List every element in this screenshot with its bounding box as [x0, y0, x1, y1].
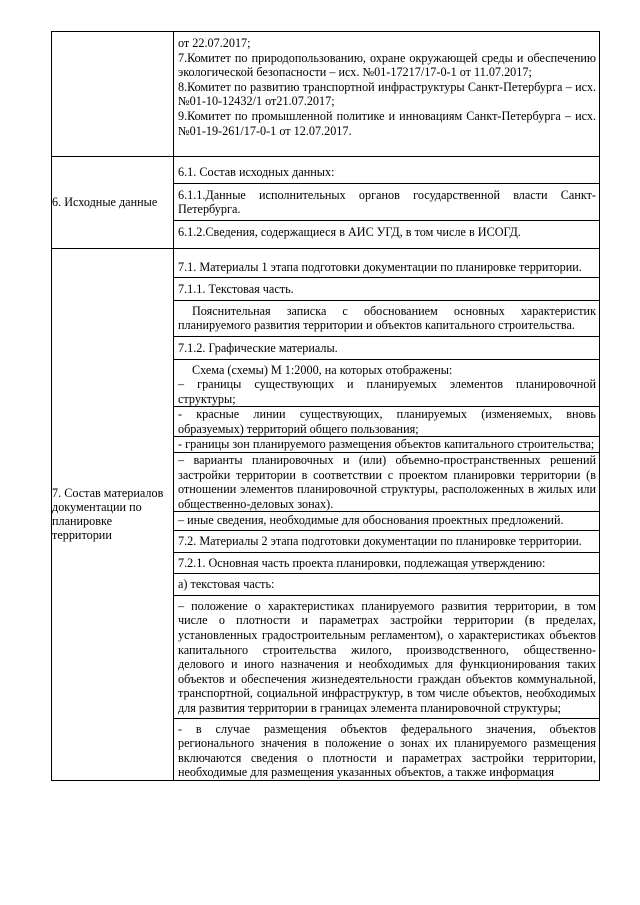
paragraph: – варианты планировочных и (или) объемно-пространственных решений застройки территории в соответствии с проектом планировки территории (в отношении элементов планировочной структуры, расположенных в жилых или общественно-деловых зонах).	[174, 452, 599, 511]
paragraph: 8.Комитет по развитию транспортной инфраструктуры Санкт-Петербурга – исх. №01-10-12432/1 от21.07.2017;	[178, 79, 596, 109]
row-content	[174, 157, 600, 248]
paragraph: - границы зон планируемого размещения объектов капитального строительства;	[174, 436, 599, 452]
row-label-empty	[52, 32, 174, 157]
row-content	[174, 32, 600, 157]
paragraph: 7.1.2. Графические материалы.	[174, 336, 599, 359]
paragraph: Пояснительная записка с обоснованием основных характеристик планируемого развития территории и объектов капитального строительства.	[174, 300, 599, 336]
row-label: 6. Исходные данные	[52, 157, 174, 248]
paragraph: 7.1.1. Текстовая часть.	[174, 277, 599, 300]
paragraph: - в случае размещения объектов федерального значения, объектов регионального значения в положение о зонах их планируемого размещения включаются сведения о плотности и параметрах застройки территории, необходимые для размещения указанных объектов, а также информация	[174, 718, 599, 780]
paragraph: 7.2.1. Основная часть проекта планировки, подлежащая утверждению:	[174, 552, 599, 574]
paragraph: - красные линии существующих, планируемых (изменяемых, вновь образуемых) территорий общего пользования;	[174, 406, 599, 436]
paragraph: – иные сведения, необходимые для обоснования проектных предложений.	[174, 511, 599, 530]
paragraph: 7.Комитет по природопользованию, охране окружающей среды и обеспечению экологической безопасности – исх. №01-17217/17-0-1 от 11.07.2017;	[178, 50, 596, 80]
table-row	[52, 32, 600, 157]
paragraph: а) текстовая часть:	[174, 573, 599, 595]
paragraph: – положение о характеристиках планируемого развития территории, в том числе о плотности и параметрах застройки территории (в пределах, установленных градостроительным регламентом), о характеристиках объектов капитального строительства жилого, производственного, общественно-делового и иного назначения и необходимых для функционирования таких объектов и обеспечения жизнедеятельности граждан объектов коммунальной, транспортной, социальной инфраструктур, в том числе объектов, необходимых для развития территории в границах элемента планировочной структуры;	[174, 595, 599, 718]
paragraph: – границы существующих и планируемых элементов планировочной структуры;	[178, 377, 596, 406]
row-content	[174, 248, 600, 780]
table-row	[52, 157, 600, 248]
table-row	[52, 248, 600, 780]
paragraph: 7.2. Материалы 2 этапа подготовки документации по планировке территории.	[174, 530, 599, 552]
paragraph: 9.Комитет по промышленной политике и инновациям Санкт-Петербурга – исх. №01-19-261/17-0-1 от 12.07.2017.	[178, 108, 596, 138]
paragraph: Схема (схемы) М 1:2000, на которых отображены:	[174, 359, 599, 378]
paragraph: от 22.07.2017;	[178, 36, 251, 50]
document-table	[51, 31, 600, 781]
paragraph: 6.1.2.Сведения, содержащиеся в АИС УГД, в том числе в ИСОГД.	[174, 220, 599, 248]
paragraph: 7.1. Материалы 1 этапа подготовки документации по планировке территории.	[178, 259, 582, 274]
paragraph: 6.1.1.Данные исполнительных органов государственной власти Санкт-Петербурга.	[174, 183, 599, 220]
paragraph: 6.1. Состав исходных данных:	[178, 165, 335, 180]
row-label: 7. Состав материалов документации по планировке территории	[52, 248, 174, 780]
